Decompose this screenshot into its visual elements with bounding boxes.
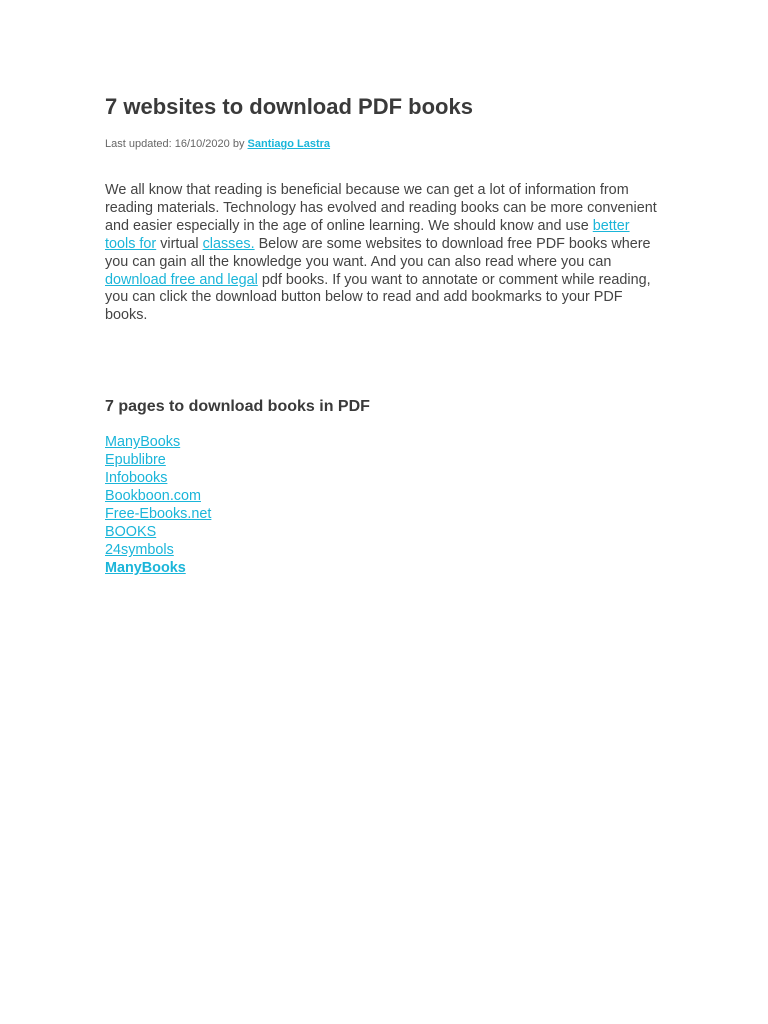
list-item <box>105 541 657 559</box>
site-link-bookboon[interactable]: Bookboon.com <box>105 488 201 505</box>
list-item <box>105 451 657 469</box>
list-item <box>105 469 657 487</box>
last-updated-text: Last updated: 16/10/2020 by <box>105 138 248 150</box>
section-title: 7 pages to download books in PDF <box>105 398 370 416</box>
list-item <box>105 433 657 451</box>
page-title: 7 websites to download PDF books <box>105 94 473 119</box>
site-link-manybooks[interactable]: ManyBooks <box>105 434 181 451</box>
site-link-infobooks[interactable]: Infobooks <box>105 470 168 487</box>
list-item <box>105 523 657 541</box>
article-meta <box>105 137 657 151</box>
site-list <box>105 433 657 577</box>
site-link-24symbols[interactable]: 24symbols <box>105 542 174 559</box>
site-link-epublibre[interactable]: Epublibre <box>105 452 166 469</box>
classes-link[interactable]: classes. <box>202 235 255 252</box>
list-item <box>105 559 657 577</box>
intro-text-1: We all know that reading is beneficial because we can get a lot of information from reading materials. Technology has evolved and reading books can be more convenient and easier especially in the age of online learning. We should know and use <box>105 182 657 234</box>
intro-paragraph <box>105 182 657 325</box>
site-link-books[interactable]: BOOKS <box>105 524 157 541</box>
list-item <box>105 487 657 505</box>
site-link-free-ebooks[interactable]: Free-Ebooks.net <box>105 506 212 523</box>
site-link-manybooks-bold[interactable]: ManyBooks <box>105 560 186 577</box>
download-free-legal-link[interactable]: download free and legal <box>105 271 258 288</box>
article <box>105 92 657 577</box>
better-tools-link[interactable]: better tools for <box>105 217 630 252</box>
list-item <box>105 505 657 523</box>
author-link[interactable]: Santiago Lastra <box>247 138 331 150</box>
intro-text-2: virtual <box>156 235 203 252</box>
intro-text-4: pdf books. If you want to annotate or comment while reading, you can click the download button below to read and add bookmarks to your PDF books. <box>105 271 651 324</box>
intro-text-3: Below are some websites to download free PDF books where you can gain all the knowledge you want. And you can also read where you can <box>105 235 651 270</box>
